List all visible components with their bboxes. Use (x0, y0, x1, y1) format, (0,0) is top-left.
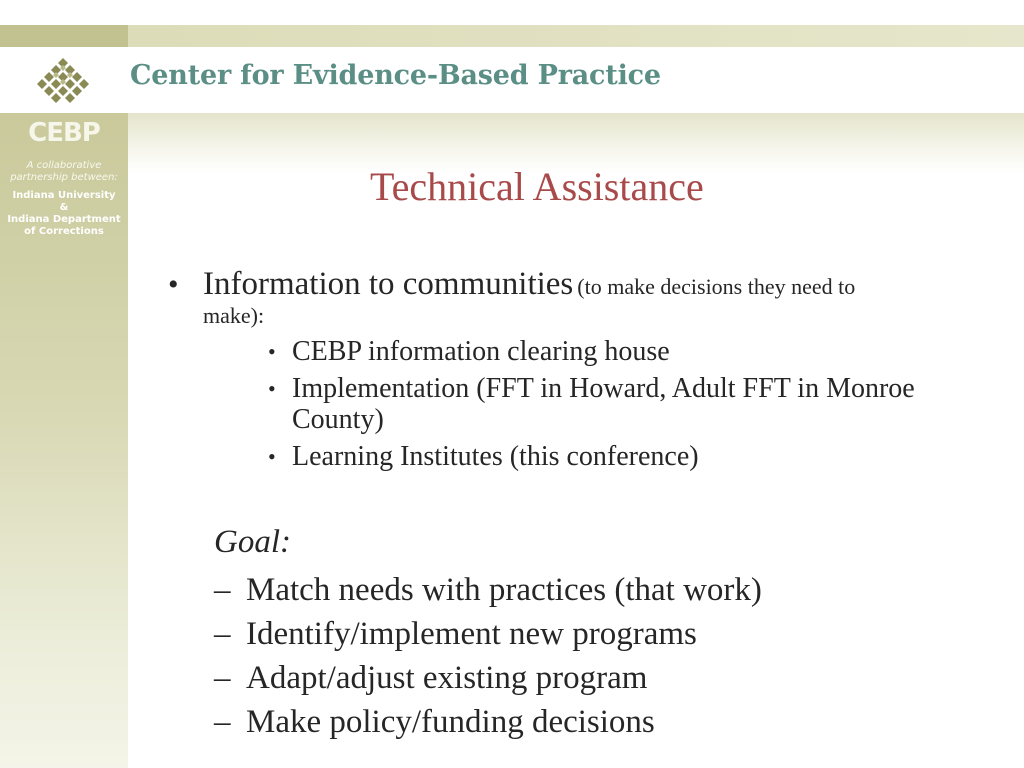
sidebar-partners (0, 190, 128, 238)
dash-marker: – (214, 704, 231, 740)
partner-2-line-2: of Corrections (24, 226, 104, 237)
goal-item-text: Match needs with practices (that work) (246, 572, 762, 608)
sub-item-text: CEBP information clearing house (292, 336, 670, 367)
slide-title: Technical Assistance (370, 164, 704, 209)
goal-item-text: Make policy/funding decisions (246, 704, 655, 740)
main-bullet (168, 266, 968, 329)
goal-item (214, 568, 762, 612)
bullet-dot-icon: • (168, 268, 179, 301)
bullet-dot-icon: • (268, 444, 276, 469)
dash-marker: – (214, 572, 231, 608)
main-bullet-text: Information to communities (203, 266, 574, 302)
partner-amp: & (59, 202, 69, 213)
goal-item (214, 612, 762, 656)
list-item (268, 336, 928, 367)
goal-item-text: Adapt/adjust existing program (246, 660, 648, 696)
sub-item-text: Implementation (FFT in Howard, Adult FFT in Monroe County) (292, 373, 915, 435)
partner-1: Indiana University (12, 190, 116, 201)
sidebar-acronym: CEBP (28, 118, 100, 148)
sidebar-collab-text (0, 160, 128, 184)
dash-marker: – (214, 616, 231, 652)
sub-item-text: Learning Institutes (this conference) (292, 441, 699, 472)
collab-line-1: A collaborative (26, 160, 102, 171)
bullet-dot-icon: • (268, 376, 276, 401)
goal-item-text: Identify/implement new programs (246, 616, 697, 652)
goal-block (214, 524, 762, 744)
sub-bullet-list (268, 336, 928, 478)
cebp-logo-icon (32, 56, 94, 106)
org-name-header: Center for Evidence-Based Practice (130, 60, 661, 91)
collab-line-2: partnership between: (10, 172, 118, 183)
bullet-dot-icon: • (268, 339, 276, 364)
main-bullet-note-cont: make): (203, 303, 265, 328)
goal-item (214, 700, 762, 744)
main-bullet-note: (to make decisions they need to (577, 274, 856, 299)
top-decorative-band (0, 25, 1024, 47)
goal-item (214, 656, 762, 700)
list-item (268, 373, 928, 435)
dash-marker: – (214, 660, 231, 696)
goal-label: Goal: (214, 524, 291, 560)
partner-2-line-1: Indiana Department (7, 214, 121, 225)
main-bullet-body (203, 266, 968, 329)
top-band-left-segment (0, 25, 128, 47)
list-item (268, 441, 928, 472)
